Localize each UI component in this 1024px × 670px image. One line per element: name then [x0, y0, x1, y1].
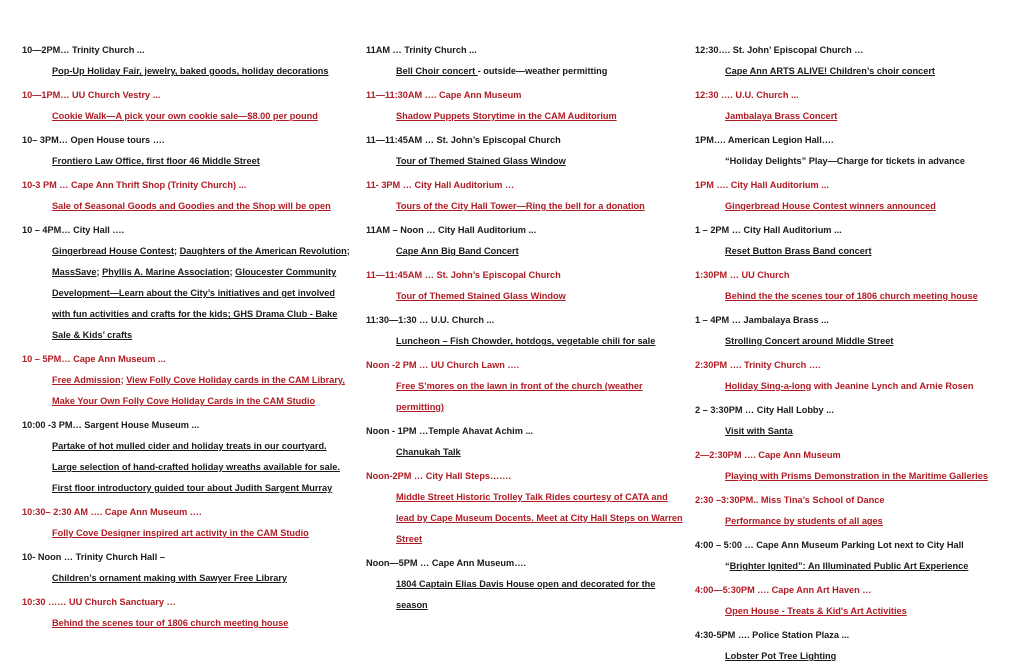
event-time-location: 11AM – Noon … City Hall Auditorium ... [366, 225, 537, 235]
event-description [52, 568, 352, 589]
event-description [725, 286, 1024, 307]
schedule-entry [22, 175, 352, 217]
description-segment: Reset Button Brass Band concert [725, 246, 872, 256]
schedule-entry [22, 502, 352, 544]
schedule-entry [366, 130, 686, 172]
description-segment: Behind the the scenes tour of 1806 church meeting house [725, 291, 978, 301]
description-segment: Gingerbread House Contest winners announced [725, 201, 936, 211]
event-description [52, 61, 352, 82]
schedule-entry [695, 535, 1024, 577]
schedule-entry [22, 415, 352, 499]
event-description [396, 151, 686, 172]
event-description [52, 523, 352, 544]
event-time-location: 2:30 –3:30PM.. Miss Tina’s School of Dance [695, 495, 885, 505]
event-time-location: 10– 3PM… Open House tours …. [22, 135, 165, 145]
schedule-column-3 [695, 40, 1024, 670]
event-time-location: Noon -2 PM … UU Church Lawn …. [366, 360, 520, 370]
schedule-entry [366, 310, 686, 352]
event-time-location: 11—11:45AM … St. John’s Episcopal Church [366, 270, 561, 280]
description-segment: Free S’mores on the lawn in front of the church (weather permitting) [396, 381, 643, 412]
event-time-location: 10:30– 2:30 AM …. Cape Ann Museum …. [22, 507, 202, 517]
event-time-location: 1PM …. City Hall Auditorium ... [695, 180, 829, 190]
description-segment: Gingerbread House Contest [52, 246, 175, 256]
schedule-entry [366, 175, 686, 217]
description-segment: Gloucester Community Development—Learn about the City’s initiatives and get involved with fun activities and crafts for the kids; GHS Drama Club - Bake Sale & Kids’ crafts [52, 267, 338, 340]
event-description [725, 151, 1024, 172]
schedule-entry [366, 355, 686, 418]
event-description [52, 151, 352, 172]
schedule-entry [22, 547, 352, 589]
description-segment: View Folly Cove Holiday cards in the CAM Library, Make Your Own Folly Cove Holiday Cards in the CAM Studio [52, 375, 345, 406]
event-time-location: 1 – 2PM … City Hall Auditorium ... [695, 225, 842, 235]
schedule-entry [695, 490, 1024, 532]
event-description [725, 376, 1024, 397]
event-time-location: 10 – 5PM… Cape Ann Museum ... [22, 354, 166, 364]
description-segment: Children’s ornament making with Sawyer Free Library [52, 573, 288, 583]
schedule-entry [695, 625, 1024, 667]
description-segment: MassSave [52, 267, 97, 277]
schedule-entry [22, 85, 352, 127]
event-description [52, 241, 352, 346]
description-segment: Playing with Prisms Demonstration in the Maritime Galleries [725, 471, 988, 481]
description-segment: Free Admission [52, 375, 121, 385]
event-time-location: 10:00 -3 PM… Sargent House Museum ... [22, 420, 200, 430]
schedule-entry [366, 220, 686, 262]
description-segment: Luncheon – Fish Chowder, hotdogs, vegetable chili for sale [396, 336, 656, 346]
schedule-entry [695, 310, 1024, 352]
event-description [725, 556, 1024, 577]
description-segment: Performance by students of all ages [725, 516, 883, 526]
event-time-location: 1PM…. American Legion Hall…. [695, 135, 834, 145]
event-description [396, 286, 686, 307]
event-time-location: 10-3 PM … Cape Ann Thrift Shop (Trinity Church) ... [22, 180, 247, 190]
event-description [725, 196, 1024, 217]
event-description [396, 442, 686, 463]
event-description [396, 61, 686, 82]
description-segment: Frontiero Law Office, first floor 46 Middle Street [52, 156, 260, 166]
event-time-location: 10—2PM… Trinity Church ... [22, 45, 145, 55]
schedule-entry [695, 85, 1024, 127]
schedule-entry [22, 130, 352, 172]
description-segment: Behind the scenes tour of 1806 church meeting house [52, 618, 289, 628]
event-time-location: 10 – 4PM… City Hall …. [22, 225, 125, 235]
description-segment: Strolling Concert around Middle Street [725, 336, 894, 346]
event-description [396, 106, 686, 127]
event-time-location: 12:30…. St. John’ Episcopal Church … [695, 45, 864, 55]
event-time-location: 4:30-5PM …. Police Station Plaza ... [695, 630, 850, 640]
event-time-location: 11- 3PM … City Hall Auditorium … [366, 180, 515, 190]
description-segment: “Holiday Delights” Play—Charge for tickets in advance [725, 156, 965, 166]
event-time-location: 12:30 …. U.U. Church ... [695, 90, 799, 100]
description-segment: ; [96, 267, 103, 277]
event-description [52, 370, 352, 412]
event-description [52, 613, 352, 634]
event-description [396, 376, 686, 418]
description-segment: Shadow Puppets Storytime in the CAM Auditorium [396, 111, 617, 121]
event-description [725, 331, 1024, 352]
description-segment: with Jeanine Lynch and Arnie Rosen [811, 381, 974, 391]
event-description [396, 487, 686, 550]
event-description [725, 511, 1024, 532]
schedule-entry [22, 349, 352, 412]
description-segment: Jambalaya Brass Concert [725, 111, 838, 121]
event-time-location: Noon - 1PM …Temple Ahavat Achim ... [366, 426, 534, 436]
schedule-column-1 [22, 40, 352, 637]
description-segment: ; [120, 375, 127, 385]
description-segment: Folly Cove Designer inspired art activity in the CAM Studio [52, 528, 309, 538]
description-segment: “ [725, 561, 730, 571]
description-segment: Middle Street Historic Trolley Talk Rides courtesy of CATA and lead by Cape Museum Docents. Meet at City Hall Steps on Warren Street [396, 492, 683, 544]
description-segment: Sale of Seasonal Goods and Goodies and the Shop will be open [52, 201, 331, 211]
event-time-location: Noon-2PM … City Hall Steps……. [366, 471, 511, 481]
schedule-entry [366, 466, 686, 550]
description-segment: Pop-Up Holiday Fair, jewelry, baked goods, holiday decorations [52, 66, 329, 76]
event-time-location: 10- Noon … Trinity Church Hall – [22, 552, 165, 562]
event-description [396, 241, 686, 262]
event-description [396, 196, 686, 217]
description-segment: Phyllis A. Marine Association [102, 267, 230, 277]
event-time-location: 10:30 …… UU Church Sanctuary … [22, 597, 176, 607]
event-time-location: 11:30—1:30 … U.U. Church ... [366, 315, 495, 325]
schedule-entry [695, 580, 1024, 622]
description-segment: Daughters of the American Revolution [179, 246, 347, 256]
schedule-entry [366, 85, 686, 127]
description-segment: Holiday Sing-a-long [725, 381, 812, 391]
event-description [725, 241, 1024, 262]
event-description [725, 61, 1024, 82]
event-time-location: 4:00 – 5:00 … Cape Ann Museum Parking Lot next to City Hall [695, 540, 964, 550]
schedule-entry [366, 421, 686, 463]
schedule-entry [695, 175, 1024, 217]
schedule-entry [366, 265, 686, 307]
description-segment: Tours of the City Hall Tower—Ring the bell for a donation [396, 201, 645, 211]
schedule-entry [695, 400, 1024, 442]
description-segment: Lobster Pot Tree Lighting [725, 651, 837, 661]
event-time-location: 1 – 4PM … Jambalaya Brass ... [695, 315, 829, 325]
schedule-entry [366, 40, 686, 82]
schedule-entry [695, 220, 1024, 262]
schedule-entry [695, 265, 1024, 307]
schedule-entry [695, 130, 1024, 172]
schedule-entry [366, 553, 686, 616]
event-description [725, 601, 1024, 622]
description-segment: Chanukah Talk [396, 447, 461, 457]
event-description [725, 646, 1024, 667]
schedule-entry [695, 355, 1024, 397]
event-description [52, 196, 352, 217]
event-description [725, 106, 1024, 127]
description-segment: - outside—weather permitting [477, 66, 608, 76]
event-time-location: 2:30PM …. Trinity Church …. [695, 360, 821, 370]
schedule-column-2 [366, 40, 686, 619]
description-segment: Visit with Santa [725, 426, 793, 436]
description-segment: Cookie Walk—A pick your own cookie sale—$8.00 per pound [52, 111, 318, 121]
event-time-location: 2—2:30PM …. Cape Ann Museum [695, 450, 841, 460]
description-segment: Cape Ann Big Band Concert [396, 246, 519, 256]
event-description [725, 466, 1024, 487]
description-segment: ; [174, 246, 180, 256]
description-segment: 1804 Captain Elias Davis House open and decorated for the season [396, 579, 656, 610]
schedule-entry [695, 40, 1024, 82]
event-time-location: 11—11:30AM …. Cape Ann Museum [366, 90, 522, 100]
event-time-location: 11AM … Trinity Church ... [366, 45, 477, 55]
event-time-location: 4:00—5:30PM …. Cape Ann Art Haven … [695, 585, 872, 595]
description-segment: ; [346, 246, 350, 256]
event-description [396, 574, 686, 616]
event-time-location: 1:30PM … UU Church [695, 270, 790, 280]
description-segment: Tour of Themed Stained Glass Window [396, 291, 566, 301]
description-segment: Bell Choir concert [396, 66, 478, 76]
description-segment: Open House - Treats & Kid's Art Activities [725, 606, 907, 616]
event-description [725, 421, 1024, 442]
schedule-entry [22, 220, 352, 346]
description-segment: ; [229, 267, 236, 277]
schedule-entry [22, 592, 352, 634]
description-segment: Cape Ann ARTS ALIVE! Children’s choir concert [725, 66, 935, 76]
schedule-entry [695, 445, 1024, 487]
event-description [52, 106, 352, 127]
event-time-location: 10—1PM… UU Church Vestry ... [22, 90, 161, 100]
event-time-location: 2 – 3:30PM … City Hall Lobby ... [695, 405, 834, 415]
event-description [52, 436, 352, 499]
event-time-location: Noon—5PM … Cape Ann Museum…. [366, 558, 526, 568]
description-segment: Partake of hot mulled cider and holiday treats in our courtyard. Large selection of hand-crafted holiday wreaths available for sale. First floor introductory guided tour about Judith Sargent Murray [52, 441, 340, 493]
description-segment: Brighter Ignited”: An Illuminated Public Art Experience [729, 561, 969, 571]
description-segment: Tour of Themed Stained Glass Window [396, 156, 566, 166]
event-description [396, 331, 686, 352]
event-time-location: 11—11:45AM … St. John’s Episcopal Church [366, 135, 561, 145]
schedule-entry [22, 40, 352, 82]
